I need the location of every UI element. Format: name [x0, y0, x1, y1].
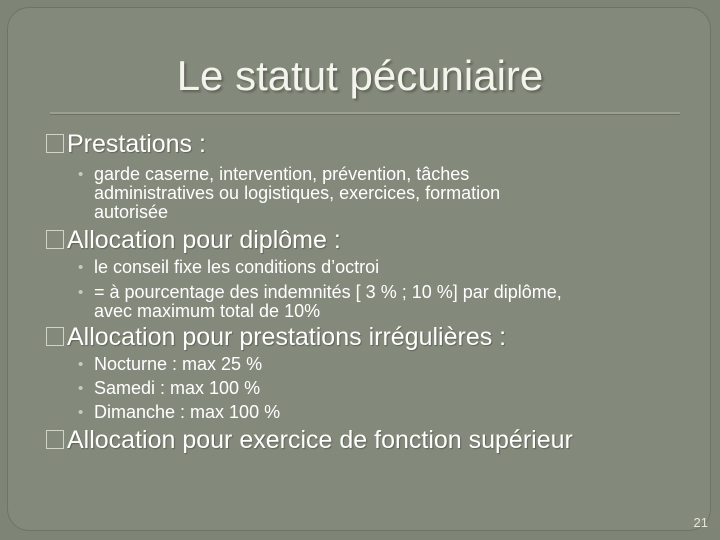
sub-bullet-line: avec maximum total de 10%: [94, 301, 321, 321]
bullet-label: Allocation pour diplôme :: [67, 226, 341, 254]
dot-bullet-icon: •: [78, 284, 84, 301]
checkbox-bullet-icon: [46, 134, 64, 153]
sub-bullet-diplome-1: [78, 258, 379, 277]
checkbox-bullet-icon: [46, 230, 64, 249]
bullet-allocation-diplome: [46, 226, 341, 254]
sub-bullet-diplome-2: [78, 283, 562, 321]
bullet-prestations: [46, 130, 206, 158]
bullet-label: Prestations :: [67, 130, 206, 158]
sub-bullet-samedi: [78, 379, 260, 398]
sub-bullet-line: Dimanche : max 100 %: [94, 402, 281, 422]
bullet-allocation-fonction-superieur: [46, 426, 573, 454]
bullet-allocation-irregulieres: [46, 323, 506, 351]
dot-bullet-icon: •: [78, 166, 84, 183]
dot-bullet-icon: •: [78, 404, 84, 421]
sub-bullet-line: Samedi : max 100 %: [94, 378, 261, 398]
sub-bullet-line: le conseil fixe les conditions d’octroi: [94, 257, 380, 277]
bullet-label: Allocation pour exercice de fonction supérieur: [67, 426, 573, 454]
sub-bullet-line: Nocturne : max 25 %: [94, 354, 263, 374]
sub-bullet-nocturne: [78, 355, 262, 374]
sub-bullet-line: autorisée: [94, 202, 169, 222]
dot-bullet-icon: •: [78, 380, 84, 397]
sub-bullet-dimanche: [78, 403, 280, 422]
slide-title: Le statut pécuniaire: [176, 52, 544, 99]
page-number: 21: [693, 515, 708, 530]
checkbox-bullet-icon: [46, 430, 64, 449]
sub-bullet-line: administratives ou logistiques, exercices, formation: [94, 183, 501, 203]
sub-bullet-line: = à pourcentage des indemnités [ 3 % ; 10 %] par diplôme,: [94, 282, 562, 302]
sub-bullet-prestations: [78, 165, 500, 222]
sub-bullet-line: garde caserne, intervention, prévention, tâches: [94, 164, 470, 184]
title-divider: [50, 112, 680, 114]
checkbox-bullet-icon: [46, 327, 64, 346]
bullet-label: Allocation pour prestations irrégulières :: [67, 323, 507, 351]
dot-bullet-icon: •: [78, 259, 84, 276]
dot-bullet-icon: •: [78, 356, 84, 373]
